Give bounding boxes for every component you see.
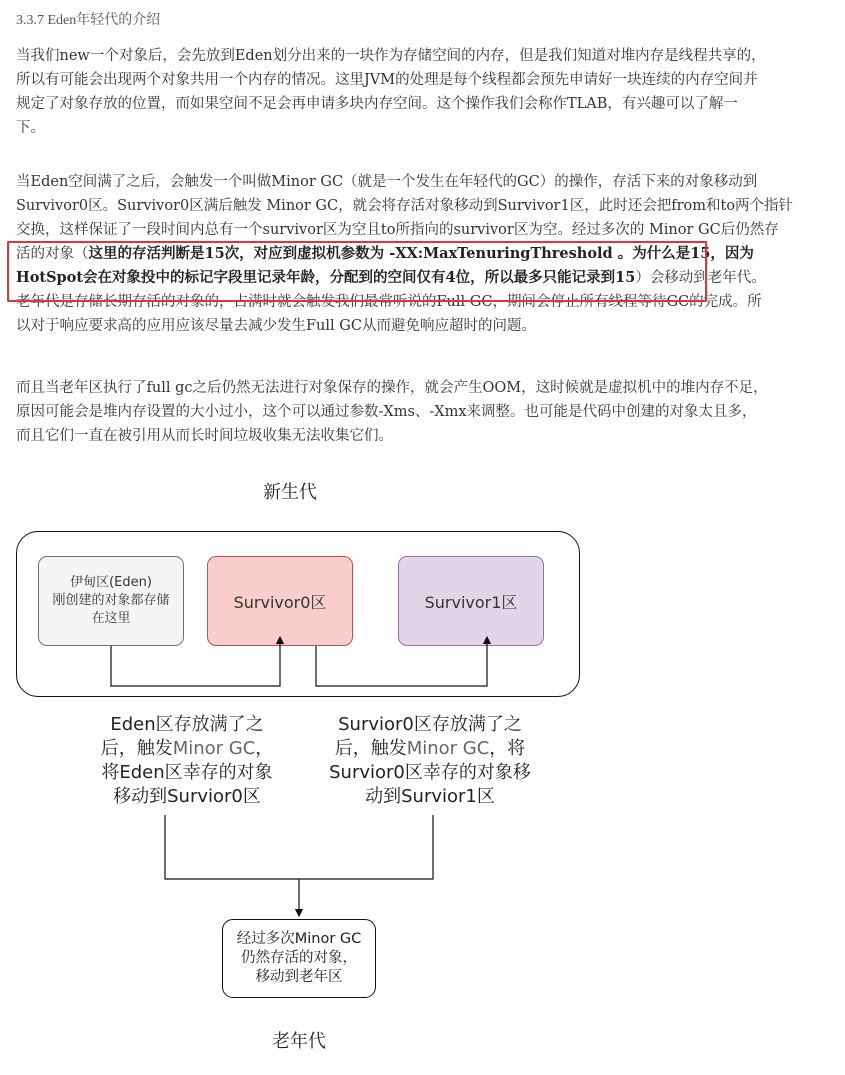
caption-accent-text: Minor GC xyxy=(406,738,490,759)
caption-accent-text: Minor GC xyxy=(172,738,256,759)
paragraph-line: 所以有可能会出现两个对象共用一个内存的情况。这里JVM的处理是每个线程都会预先申请好一块连续的内存空间并 xyxy=(16,72,758,88)
paragraph-line: 下。 xyxy=(16,120,45,136)
caption-text: ， xyxy=(255,738,274,759)
eden-to-survivor0-arrow xyxy=(111,640,280,686)
paragraph-line: 交换，这样保证了一段时间内总有一个survivor区为空且to所指向的survivor区为空。经过多次的 Minor GC后仍然存 xyxy=(16,222,779,238)
caption-line: 将Eden区幸存的对象 xyxy=(101,762,273,783)
caption-line xyxy=(72,737,302,761)
caption-line xyxy=(305,737,555,761)
caption-line: Survior0区存放满了之 xyxy=(338,714,522,735)
eden-description: 刚创建的对象都存储 xyxy=(52,593,170,608)
paragraph-line: Survivor0区。Survivor0区满后触发 Minor GC，就会将存活对象移动到Survivor1区，此时还会把from和to两个指针 xyxy=(16,198,794,214)
bold-text: 这里的存活判断是15次，对应到虚拟机参数为 -XX:MaxTenuringThreshold 。为什么是15，因为 xyxy=(88,245,754,262)
survivor0-to-survivor1-arrow xyxy=(316,640,487,686)
paragraph-line: 当Eden空间满了之后，会触发一个叫做Minor GC（就是一个发生在年轻代的GC）的操作，存活下来的对象移动到 xyxy=(16,174,758,190)
final-box-line: 仍然存活的对象， xyxy=(241,950,357,966)
plain-text: ）会移动到老年代。 xyxy=(635,270,766,286)
paragraph-line: 以对于响应要求高的应用应该尽量去减少发生Full GC从而避免响应超时的问题。 xyxy=(16,318,536,334)
final-box-line: 移动到老年区 xyxy=(255,969,343,985)
survivor1-label: Survivor1区 xyxy=(424,592,518,612)
caption-survivor0-minor-gc xyxy=(305,713,555,809)
eden-label: 伊甸区(Eden) xyxy=(70,575,152,590)
paragraph-line: 老年代是存储长期存活的对象的，占满时就会触发我们最常听说的Full GC，期间会停止所有线程等待GC的完成。所 xyxy=(16,294,762,310)
caption-line: Survior0区幸存的对象移 xyxy=(329,762,531,783)
paragraph-line: 而且当老年区执行了full gc之后仍然无法进行对象保存的操作，就会产生OOM，这时候就是虚拟机中的堆内存不足， xyxy=(16,380,768,396)
plain-text: 活的对象（ xyxy=(16,246,89,262)
caption-eden-minor-gc xyxy=(72,713,302,809)
paragraph-line: 当我们new一个对象后，会先放到Eden划分出来的一块作为存储空间的内存，但是我们知道对堆内存是线程共享的， xyxy=(16,48,766,64)
paragraph-line: 原因可能会是堆内存设置的大小过小，这个可以通过参数-Xms、-Xmx来调整。也可能是代码中创建的对象太且多， xyxy=(16,404,757,420)
young-gen-title: 新生代 xyxy=(263,482,317,503)
paragraph-line: 而且它们一直在被引用从而长时间垃圾收集无法收集它们。 xyxy=(16,428,393,444)
survived-objects-box xyxy=(222,919,376,998)
final-box-line: 经过多次Minor GC xyxy=(236,931,362,947)
caption-text: ，将 xyxy=(489,738,526,759)
section-heading: 3.3.7 Eden年轻代的介绍 xyxy=(16,13,161,28)
caption-line: 动到Survior1区 xyxy=(365,786,495,807)
caption-text: 后，触发 xyxy=(334,738,407,759)
survivor0-label: Survivor0区 xyxy=(233,592,327,612)
caption-text: 后，触发 xyxy=(100,738,173,759)
eden-description: 在这里 xyxy=(91,611,131,626)
caption-line: Eden区存放满了之 xyxy=(110,714,264,735)
bold-text: HotSpot会在对象投中的标记字段里记录年龄，分配到的空间仅有4位，所以最多只能记录到15 xyxy=(16,269,636,286)
merge-connector xyxy=(165,815,433,879)
old-gen-title: 老年代 xyxy=(272,1031,326,1052)
paragraph-line: 规定了对象存放的位置，而如果空间不足会再申请多块内存空间。这个操作我们会称作TLAB，有兴趣可以了解一 xyxy=(16,96,738,112)
caption-line: 移动到Survior0区 xyxy=(113,786,261,807)
